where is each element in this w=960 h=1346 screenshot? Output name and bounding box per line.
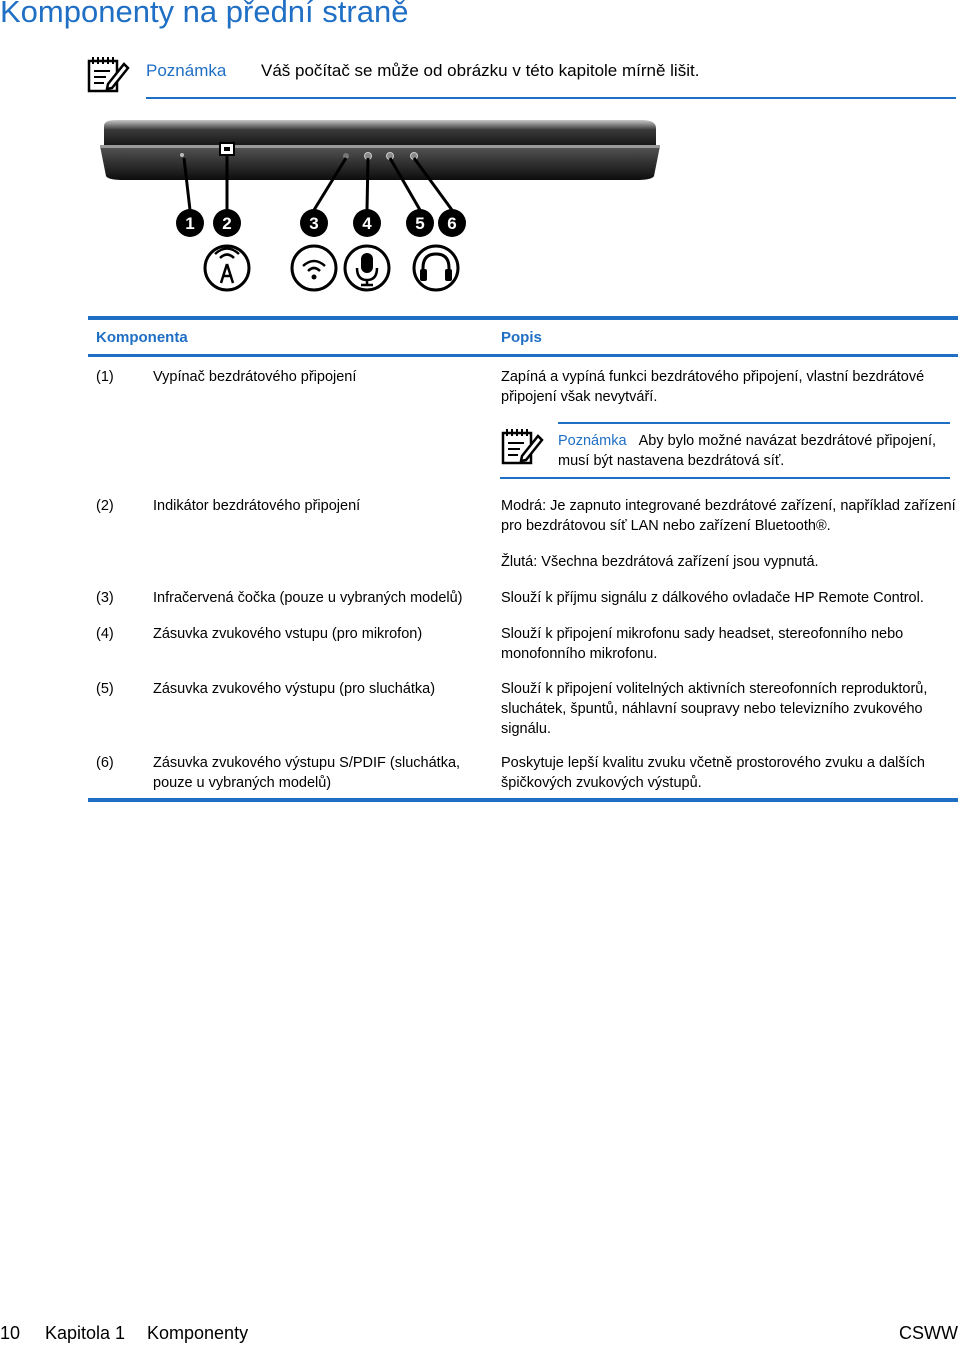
callout-5 (406, 209, 434, 237)
footer-section: Komponenty (147, 1323, 249, 1343)
row-4-number: (4) (96, 626, 114, 642)
column-header-description: Popis (501, 329, 542, 346)
callout-4 (353, 209, 381, 237)
callout-2 (213, 209, 241, 237)
row-3-description: Slouží k příjmu signálu z dálkového ovladače HP Remote Control. (501, 590, 924, 606)
table-top-rule (88, 316, 958, 320)
footer-page-number: 10 (0, 1323, 21, 1343)
row-5-description: Slouží k připojení volitelných aktivních stereofonních reproduktorů, sluchátek, špuntů, náhlavní soupravy nebo televizního zvukového signálu. (501, 681, 928, 737)
table-note-text: Aby bylo možné navázat bezdrátové připojení, musí být nastavena bezdrátová síť. (558, 433, 937, 469)
svg-text:6: 6 (447, 214, 457, 233)
row-6-name: Zásuvka zvukového výstupu S/PDIF (sluchátka, pouze u vybraných modelů) (153, 755, 461, 791)
row-3-number: (3) (96, 590, 114, 606)
svg-text:5: 5 (415, 214, 425, 233)
table-bottom-rule (88, 798, 958, 802)
row-6-description: Poskytuje lepší kvalitu zvuku včetně prostorového zvuku a dalších špičkových zvukových výstupů. (501, 755, 925, 791)
note-label: Poznámka (146, 61, 227, 80)
row-6-number: (6) (96, 755, 114, 771)
row-2-description: Modrá: Je zapnuto integrované bezdrátové zařízení, například zařízení pro bezdrátovou síť LAN nebo zařízení Bluetooth®. (501, 498, 956, 534)
note-pencil-icon (86, 54, 130, 94)
table-note-label: Poznámka (558, 433, 627, 449)
note-text: Váš počítač se může od obrázku v této kapitole mírně lišit. (261, 61, 700, 80)
row-4-description: Slouží k připojení mikrofonu sady headset, stereofonního nebo monofonního mikrofonu. (501, 626, 904, 662)
svg-text:3: 3 (309, 214, 319, 233)
row-2-number: (2) (96, 498, 114, 514)
row-2-description-yellow: Žlutá: Všechna bezdrátová zařízení jsou vypnutá. (501, 554, 819, 570)
row-3-name: Infračervená čočka (pouze u vybraných modelů) (153, 590, 463, 606)
note-divider (146, 97, 956, 99)
row-1-number: (1) (96, 369, 114, 385)
row-2-name: Indikátor bezdrátového připojení (153, 498, 361, 514)
footer-chapter: Kapitola 1 (45, 1323, 126, 1343)
microphone-icon (345, 246, 389, 290)
headphone-icon (414, 246, 458, 290)
table-header-rule (88, 354, 958, 357)
table-note (558, 431, 938, 471)
wireless-icon (205, 246, 249, 290)
table-note-bottom-rule (500, 477, 950, 479)
infrared-icon (292, 246, 336, 290)
svg-text:1: 1 (185, 214, 195, 233)
callout-3 (300, 209, 328, 237)
row-1-description: Zapíná a vypíná funkci bezdrátového připojení, vlastní bezdrátové připojení však nevytváří. (501, 369, 925, 405)
row-5-name: Zásuvka zvukového výstupu (pro sluchátka) (153, 681, 436, 697)
note-pencil-icon (500, 426, 544, 466)
page-title: Komponenty na přední straně (0, 0, 409, 29)
callout-1 (176, 209, 204, 237)
row-5-number: (5) (96, 681, 114, 697)
row-4-name: Zásuvka zvukového vstupu (pro mikrofon) (153, 626, 423, 642)
row-1-name: Vypínač bezdrátového připojení (153, 369, 357, 385)
table-note-top-rule (558, 422, 950, 424)
callout-6 (438, 209, 466, 237)
footer-code: CSWW (899, 1323, 958, 1343)
laptop-front-illustration (96, 118, 666, 298)
svg-text:2: 2 (222, 214, 232, 233)
column-header-component: Komponenta (96, 329, 188, 346)
svg-text:4: 4 (362, 214, 372, 233)
